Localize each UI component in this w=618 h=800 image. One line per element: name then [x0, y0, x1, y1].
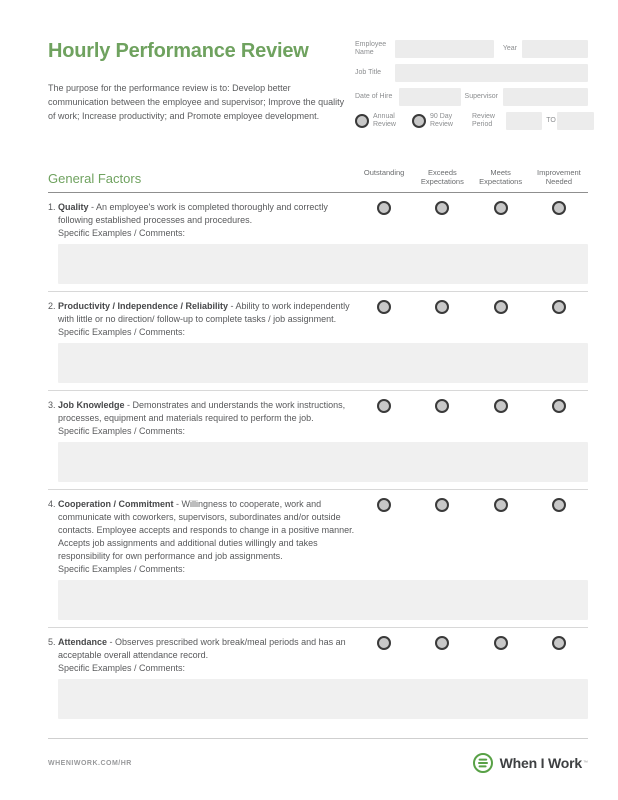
when-i-work-logo	[472, 752, 588, 774]
supervisor-input[interactable]	[503, 88, 588, 106]
review-period-end-input[interactable]	[557, 112, 594, 130]
footer	[48, 738, 588, 774]
year-label: Year	[502, 45, 517, 52]
column-header-meets: Meets Expectations	[479, 168, 523, 186]
comments-label: Specific Examples / Comments:	[58, 228, 186, 238]
column-header-exceeds: Exceeds Expectations	[420, 168, 464, 186]
review-period-start-input[interactable]	[506, 112, 542, 130]
factor-number: 1.	[48, 202, 56, 212]
header-intro	[48, 38, 355, 123]
factor-number: 4.	[48, 499, 56, 509]
rating-column-headers	[355, 168, 588, 186]
rating-circle-exceeds[interactable]	[435, 201, 449, 215]
supervisor-label: Supervisor	[464, 93, 498, 100]
review-period-label: Review Period	[472, 113, 495, 128]
factor-description: Attendance - Observes prescribed work break/meal periods and has an acceptable overall attendance record.	[58, 637, 346, 660]
comments-label: Specific Examples / Comments:	[58, 663, 186, 673]
rating-circle-exceeds[interactable]	[435, 498, 449, 512]
rating-circle-exceeds[interactable]	[435, 300, 449, 314]
comments-label: Specific Examples / Comments:	[58, 327, 186, 337]
comments-box[interactable]	[58, 580, 588, 620]
factor-row-attendance	[48, 628, 588, 726]
factor-description: Job Knowledge - Demonstrates and understands the work instructions, processes, equipment and materials required to perform the job.	[58, 400, 346, 423]
rating-circle-meets[interactable]	[494, 399, 508, 413]
rating-circle-outstanding[interactable]	[377, 498, 391, 512]
comments-label: Specific Examples / Comments:	[58, 426, 186, 436]
form-row-name-year	[355, 40, 588, 58]
rating-options	[355, 636, 588, 650]
factor-number: 2.	[48, 301, 56, 311]
employee-name-input[interactable]	[395, 40, 494, 58]
review-period-to-label: TO	[546, 117, 556, 124]
rating-circle-exceeds[interactable]	[435, 399, 449, 413]
factor-row-job-knowledge	[48, 391, 588, 490]
comments-box[interactable]	[58, 343, 588, 383]
rating-circle-improvement[interactable]	[552, 399, 566, 413]
comments-box[interactable]	[58, 244, 588, 284]
rating-circle-improvement[interactable]	[552, 636, 566, 650]
factor-name: Job Knowledge	[58, 400, 125, 410]
comments-box[interactable]	[58, 679, 588, 719]
annual-review-radio[interactable]	[355, 114, 369, 128]
year-input[interactable]	[522, 40, 588, 58]
employee-name-label: Employee Name	[355, 41, 387, 56]
rating-options	[355, 498, 588, 512]
rating-circle-meets[interactable]	[494, 201, 508, 215]
comments-label: Specific Examples / Comments:	[58, 564, 186, 574]
rating-options	[355, 201, 588, 215]
factor-row-cooperation	[48, 490, 588, 628]
rating-circle-meets[interactable]	[494, 300, 508, 314]
factor-name: Productivity / Independence / Reliability	[58, 301, 229, 311]
ninety-day-review-radio[interactable]	[412, 114, 426, 128]
column-header-outstanding: Outstanding	[363, 168, 405, 177]
factor-number: 3.	[48, 400, 56, 410]
factor-description: Quality - An employee's work is completed thoroughly and correctly following established processes and procedures.	[58, 202, 328, 225]
job-title-label: Job Title	[355, 69, 382, 76]
factor-number: 5.	[48, 637, 56, 647]
annual-review-label: Annual Review	[373, 113, 396, 128]
ninety-day-review-label: 90 Day Review	[430, 113, 453, 128]
factor-name: Quality	[58, 202, 89, 212]
trademark-symbol: ™	[583, 760, 588, 766]
header	[48, 38, 588, 136]
general-factors-header	[48, 168, 588, 193]
purpose-text: The purpose for the performance review is to: Develop better communication between the employee and supervisor; Improve the quality of work; Increase productivity; and Promote employee development.	[48, 83, 345, 121]
factor-name: Attendance	[58, 637, 108, 647]
factor-name: Cooperation / Commitment	[58, 499, 174, 509]
comments-box[interactable]	[58, 442, 588, 482]
rating-circle-improvement[interactable]	[552, 201, 566, 215]
rating-circle-improvement[interactable]	[552, 300, 566, 314]
date-of-hire-input[interactable]	[399, 88, 461, 106]
page-title: Hourly Performance Review	[48, 40, 309, 62]
employee-info-form	[355, 38, 588, 136]
rating-circle-improvement[interactable]	[552, 498, 566, 512]
rating-circle-outstanding[interactable]	[377, 201, 391, 215]
job-title-input[interactable]	[395, 64, 588, 82]
rating-circle-outstanding[interactable]	[377, 636, 391, 650]
rating-circle-outstanding[interactable]	[377, 300, 391, 314]
factor-description: Productivity / Independence / Reliability - Ability to work independently with little or no direction/ follow-up to complete tasks / job assignment.	[58, 301, 350, 324]
factor-row-productivity	[48, 292, 588, 391]
form-row-review-type	[355, 112, 588, 130]
factor-description: Cooperation / Commitment - Willingness to cooperate, work and communicate with coworkers, supervisors, subordinates and/or outside contacts. Employee accepts and responds to change in a positive manner. Accepts job assignments and additional duties willingly and takes responsibility for own performance and job assignments.	[58, 499, 355, 561]
rating-circle-outstanding[interactable]	[377, 399, 391, 413]
rating-circle-meets[interactable]	[494, 636, 508, 650]
when-i-work-mark-icon	[472, 752, 500, 774]
rating-circle-meets[interactable]	[494, 498, 508, 512]
factor-row-quality	[48, 193, 588, 292]
logo-wordmark: When I Work	[499, 755, 582, 771]
rating-options	[355, 300, 588, 314]
form-row-job-title	[355, 64, 588, 82]
date-of-hire-label: Date of Hire	[355, 93, 393, 100]
section-title: General Factors	[48, 171, 142, 186]
rating-circle-exceeds[interactable]	[435, 636, 449, 650]
column-header-improvement: Improvement Needed	[536, 168, 581, 186]
rating-options	[355, 399, 588, 413]
form-row-hire-supervisor	[355, 88, 588, 106]
footer-url: WHENIWORK.COM/HR	[48, 759, 132, 767]
